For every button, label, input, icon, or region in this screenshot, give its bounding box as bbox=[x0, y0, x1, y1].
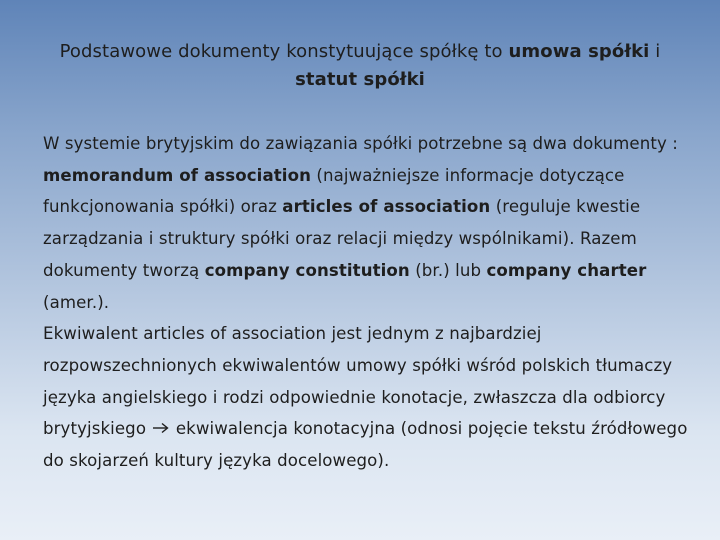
paragraph-equivalent bbox=[43, 318, 708, 477]
p2-text-1: Ekwiwalent articles of association jest jednym z najbardziej rozpowszechnionych ekwiwalentów umowy spółki wśród polskich tłumaczy języka angielskiego i rodzi odpowiednie konotacje, zwłaszcza dla odbiorcy brytyjskiego bbox=[43, 324, 673, 439]
title-bold-statut: statut spółki bbox=[295, 69, 425, 90]
p1-text-5: (amer.). bbox=[43, 292, 110, 312]
title-join: i bbox=[649, 41, 661, 62]
slide-body bbox=[43, 128, 708, 477]
p1-term-company-charter: company charter bbox=[486, 260, 647, 280]
p1-term-articles: articles of association bbox=[282, 197, 491, 217]
slide-title bbox=[36, 38, 684, 94]
p1-text-1: W systemie brytyjskim do zawiązania spółki potrzebne są dwa dokumenty : bbox=[43, 134, 678, 153]
p1-text-4: (br.) lub bbox=[409, 260, 487, 280]
title-bold-umowa: umowa spółki bbox=[508, 41, 650, 62]
p2-text-2: ekwiwalencja konotacyjna (odnosi pojęcie tekstu źródłowego do skojarzeń kultury języka docelowego). bbox=[43, 419, 688, 471]
arrow-right-icon bbox=[152, 422, 169, 434]
p1-term-company-constitution: company constitution bbox=[204, 260, 410, 280]
p1-text-2: (najważniejsze informacje dotyczące funkcjonowania spółki) oraz bbox=[43, 165, 625, 217]
p1-text-3: (reguluje kwestie zarządzania i struktury spółki oraz relacji między wspólnikami). Razem dokumenty tworzą bbox=[43, 197, 641, 280]
p1-term-memorandum: memorandum of association bbox=[43, 165, 311, 185]
paragraph-british-system bbox=[43, 128, 708, 318]
title-text: Podstawowe dokumenty konstytuujące spółkę to bbox=[59, 41, 509, 62]
